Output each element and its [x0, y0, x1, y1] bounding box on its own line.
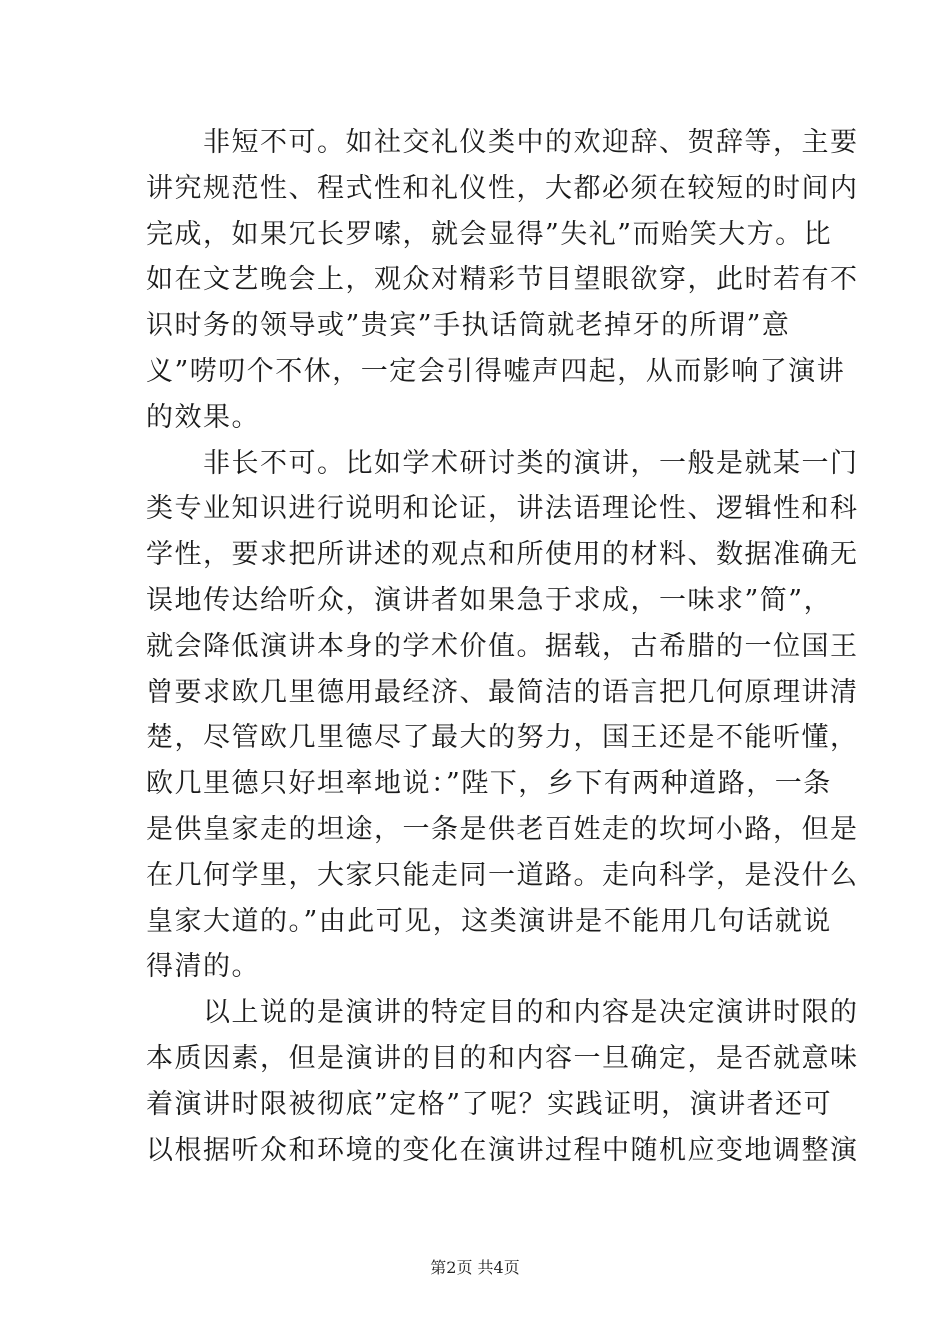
- text-line: 识时务的领导或”贵宾”手执话筒就老掉牙的所谓”意: [146, 310, 791, 342]
- text-line: 楚，尽管欧几里德尽了最大的努力，国王还是不能听懂，: [146, 722, 859, 754]
- text-line: 如在文艺晚会上，观众对精彩节目望眼欲穿，此时若有不: [146, 264, 859, 296]
- text-line: 皇家大道的。”由此可见，这类演讲是不能用几句话就说: [146, 905, 832, 937]
- text-line: 本质因素，但是演讲的目的和内容一旦确定，是否就意味: [146, 1042, 859, 1074]
- text-line: 误地传达给听众，演讲者如果急于求成，一味求”简”，: [146, 584, 833, 616]
- text-line: 学性，要求把所讲述的观点和所使用的材料、数据准确无: [146, 539, 859, 571]
- text-line: 就会降低演讲本身的学术价值。据载，古希腊的一位国王: [146, 630, 859, 662]
- text-line: 非长不可。比如学术研讨类的演讲，一般是就某一门: [146, 447, 859, 479]
- text-line: 讲究规范性、程式性和礼仪性，大都必须在较短的时间内: [146, 172, 859, 204]
- text-line: 义”唠叨个不休，一定会引得嘘声四起，从而影响了演讲: [146, 355, 846, 387]
- text-line: 完成，如果冗长罗嗦，就会显得”失礼”而贻笑大方。比: [146, 218, 833, 250]
- document-body: [146, 120, 859, 1173]
- text-line: 在几何学里，大家只能走同一道路。走向科学，是没什么: [146, 859, 859, 891]
- text-line: 曾要求欧几里德用最经济、最简洁的语言把几何原理讲清: [146, 676, 859, 708]
- text-line: 以根据听众和环境的变化在演讲过程中随机应变地调整演: [146, 1134, 859, 1166]
- text-line: 是供皇家走的坦途，一条是供老百姓走的坎坷小路，但是: [146, 813, 859, 845]
- text-line: 的效果。: [146, 401, 260, 433]
- text-line: 欧几里德只好坦率地说：”陛下，乡下有两种道路，一条: [146, 768, 832, 800]
- text-line: 得清的。: [146, 951, 260, 983]
- text-line: 类专业知识进行说明和论证，讲法语理论性、逻辑性和科: [146, 493, 859, 525]
- text-line: 着演讲时限被彻底”定格”了呢？实践证明，演讲者还可: [146, 1088, 833, 1120]
- text-line: 以上说的是演讲的特定目的和内容是决定演讲时限的: [146, 997, 859, 1029]
- text-line: 非短不可。如社交礼仪类中的欢迎辞、贺辞等，主要: [146, 127, 859, 158]
- page-number-footer: 第2页 共4页: [430, 1258, 520, 1277]
